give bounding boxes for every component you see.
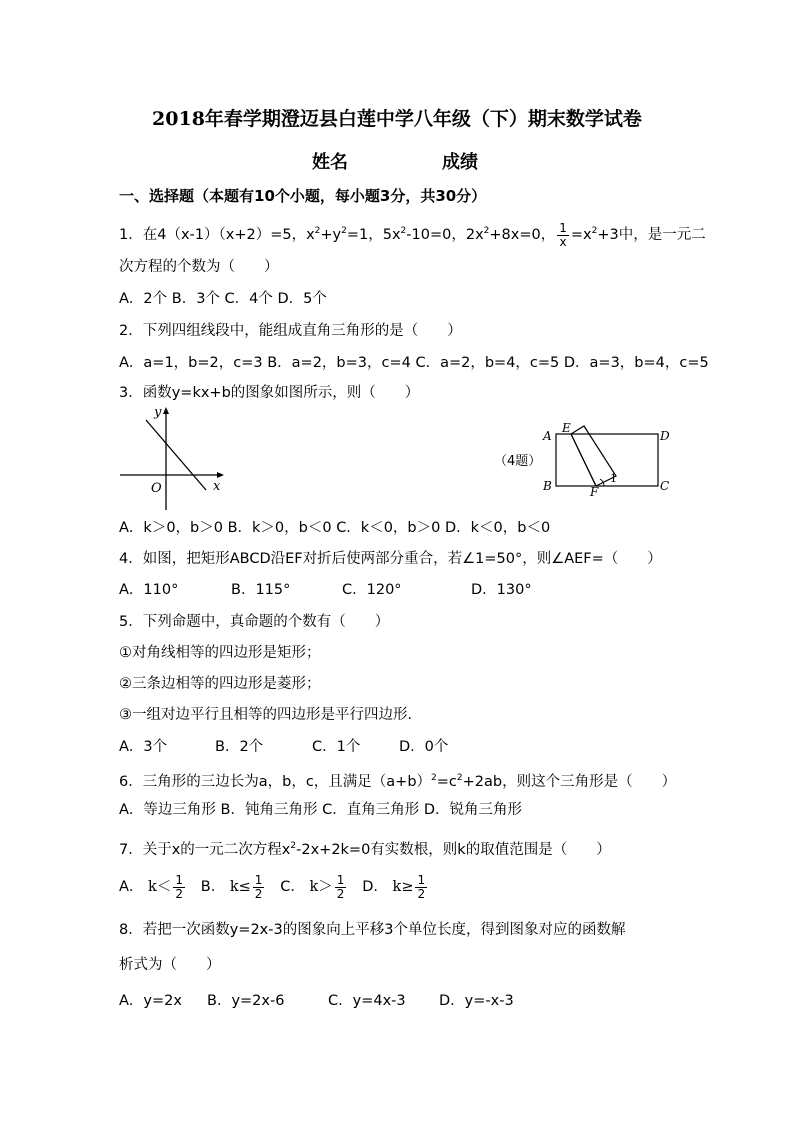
rectangle-abcd xyxy=(556,434,658,486)
q4-option-c: C．120° xyxy=(342,582,402,598)
q1-exp: 2 xyxy=(591,226,598,236)
q7-text-1: 7．关于x的一元二次方程x xyxy=(119,842,291,858)
question-6-options: A．等边三角形 B．钝角三角形 C．直角三角形 D．锐角三角形 xyxy=(119,802,522,818)
q5-statement-1: ①对角线相等的四边形是矩形； xyxy=(119,645,321,661)
q7-text-2: -2x+2k=0有实数根，则k的取值范围是（ ） xyxy=(296,842,611,858)
fraction-denominator: 2 xyxy=(254,886,263,901)
q6-exp: 2 xyxy=(431,773,437,783)
q7-option-d-expr: k≥ xyxy=(392,879,414,895)
q7-option-d-fraction xyxy=(415,874,427,901)
q4-option-b: B．115° xyxy=(231,582,291,598)
origin-label: O xyxy=(151,481,162,496)
q1-text-4: -10=0，2x xyxy=(406,227,484,243)
q7-option-a-expr: k＜ xyxy=(148,879,172,895)
q8-option-d: D．y=-x-3 xyxy=(439,993,514,1009)
q1-fraction xyxy=(557,222,569,249)
y-axis-arrow xyxy=(163,407,169,414)
q7-option-a-fraction xyxy=(173,874,185,901)
q4-option-a: A．110° xyxy=(119,582,179,598)
label-e: E xyxy=(562,421,571,435)
name-label: 姓名 xyxy=(312,152,348,173)
function-line xyxy=(146,420,206,490)
q8-option-a: A．y=2x xyxy=(119,993,182,1009)
q7-exp: 2 xyxy=(290,841,297,851)
q5-option-b: B．2个 xyxy=(215,739,264,755)
question-3-options: A．k＞0，b＞0 B．k＞0，b＜0 C．k＜0，b＞0 D．k＜0，b＜0 xyxy=(119,520,551,536)
q6-exp: 2 xyxy=(456,773,463,783)
fraction-numerator: 1 xyxy=(175,872,183,887)
q5-statement-3: ③一组对边平行且相等的四边形是平行四边形． xyxy=(119,707,422,723)
fraction-numerator: 1 xyxy=(254,872,263,887)
q7-option-c-label: C． xyxy=(280,879,305,895)
q1-text-7: +3中，是一元二 xyxy=(597,227,706,243)
fraction-denominator: x xyxy=(559,234,567,249)
score-label: 成绩 xyxy=(442,152,478,173)
x-axis-arrow xyxy=(217,472,224,478)
fig4-rectangle-diagram xyxy=(538,420,678,496)
question-2: 2．下列四组线段中，能组成直角三角形的是（ ） xyxy=(119,323,462,339)
q1-exp: 2 xyxy=(483,226,490,236)
q7-option-b-fraction xyxy=(253,874,265,901)
question-7-options xyxy=(119,873,429,901)
q6-text-3: +2ab，则这个三角形是（ ） xyxy=(462,774,677,790)
question-1-line-2: 次方程的个数为（ ） xyxy=(119,259,279,275)
question-3: 3．函数y=kx+b的图象如图所示，则（ ） xyxy=(119,385,420,401)
x-axis-label: x xyxy=(213,479,221,494)
fraction-denominator: 2 xyxy=(417,886,426,901)
fraction-denominator: 2 xyxy=(336,886,345,901)
fraction-numerator: 1 xyxy=(417,872,426,887)
q1-exp: 2 xyxy=(400,226,407,236)
q8-option-b: B．y=2x-6 xyxy=(207,993,285,1009)
fig4-caption: （4题） xyxy=(494,454,542,469)
q3-graph xyxy=(118,402,228,514)
fraction-numerator: 1 xyxy=(559,220,567,235)
q1-text-2: +y xyxy=(320,227,342,243)
q1-text-5: +8x=0， xyxy=(489,227,556,243)
page-title: 2018年春学期澄迈县白莲中学八年级（下）期末数学试卷 xyxy=(152,108,642,130)
q7-option-c-fraction xyxy=(335,874,347,901)
q1-exp: 2 xyxy=(341,226,347,236)
label-f: F xyxy=(590,485,599,496)
question-6 xyxy=(119,768,676,792)
question-2-options: A．a=1，b=2，c=3 B．a=2，b=3，c=4 C．a=2，b=4，c=5 D．a=3，b=4，c=5 xyxy=(119,355,709,371)
label-a: A xyxy=(543,429,552,443)
q5-statement-2: ②三条边相等的四边形是菱形； xyxy=(119,676,321,692)
label-angle-1: 1 xyxy=(610,472,617,485)
label-b: B xyxy=(543,479,552,493)
question-1-options: A．2个 B．3个 C．4个 D．5个 xyxy=(119,291,327,307)
q1-text-1: 1．在4（x-1）（x+2）=5，x xyxy=(119,227,315,243)
q6-text-2: =c xyxy=(436,774,457,790)
q4-option-d: D．130° xyxy=(471,582,532,598)
q5-option-a: A．3个 xyxy=(119,739,168,755)
y-axis-label: y xyxy=(154,405,162,420)
q8-option-c: C．y=4x-3 xyxy=(328,993,406,1009)
q5-option-d: D．0个 xyxy=(399,739,449,755)
q1-text-3: =1，5x xyxy=(346,227,401,243)
q7-option-d-label: D． xyxy=(362,879,388,895)
fraction-denominator: 2 xyxy=(175,886,183,901)
label-d: D xyxy=(660,429,670,443)
section-heading: 一、选择题（本题有10个小题，每小题3分，共30分） xyxy=(119,187,487,205)
question-1 xyxy=(119,221,706,249)
fraction-numerator: 1 xyxy=(336,872,345,887)
question-8: 8．若把一次函数y=2x-3的图象向上平移3个单位长度，得到图象对应的函数解 xyxy=(119,922,626,938)
q6-text-1: 6．三角形的三边长为a，b，c，且满足（a+b） xyxy=(119,774,432,790)
q5-option-c: C．1个 xyxy=(312,739,361,755)
q1-text-6: =x xyxy=(570,227,592,243)
q7-option-b-label: B． xyxy=(200,879,226,895)
question-7 xyxy=(119,836,611,860)
q7-option-a-label: A． xyxy=(119,879,144,895)
label-c: C xyxy=(660,479,670,493)
q7-option-c-expr: k＞ xyxy=(309,879,333,895)
q7-option-b-expr: k≤ xyxy=(229,879,251,895)
question-5: 5．下列命题中，真命题的个数有（ ） xyxy=(119,614,390,630)
question-4: 4．如图，把矩形ABCD沿EF对折后使两部分重合，若∠1=50°，则∠AEF=（ ） xyxy=(119,551,662,567)
q1-exp: 2 xyxy=(314,226,321,236)
question-8-line-2: 析式为（ ） xyxy=(119,957,221,973)
